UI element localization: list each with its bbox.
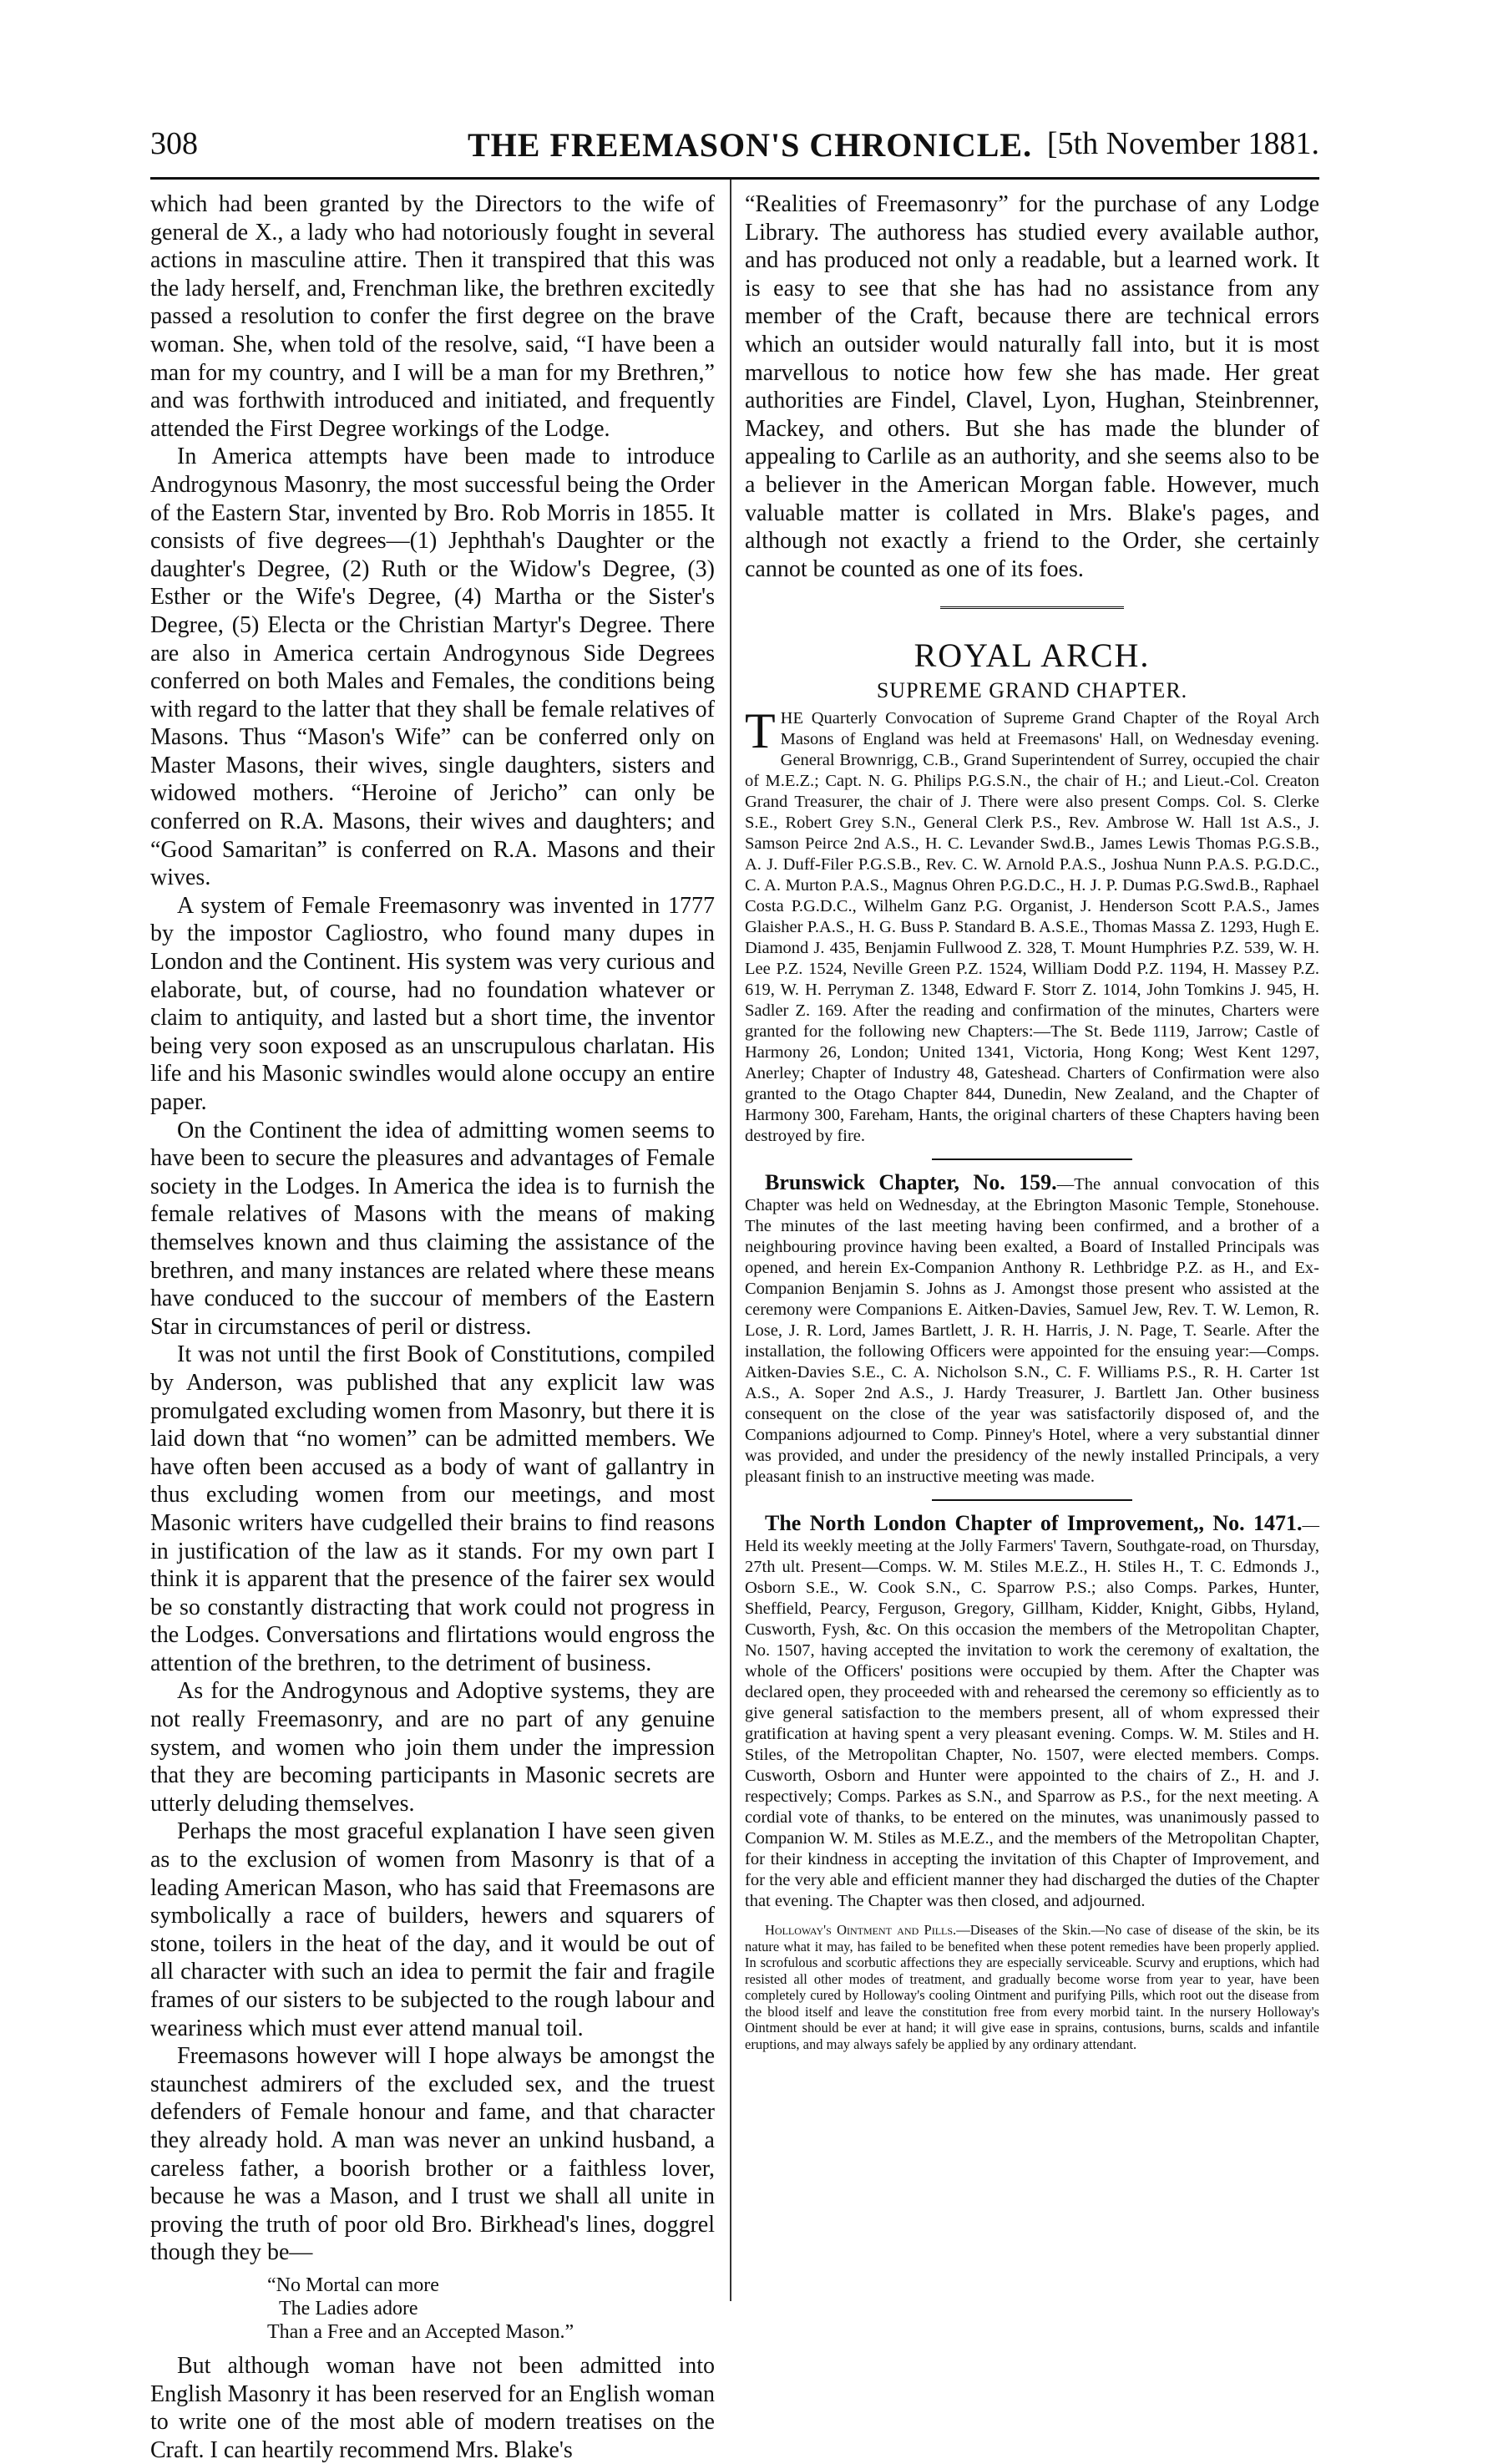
section-divider xyxy=(940,606,1124,612)
brunswick-report xyxy=(745,1172,1319,1488)
report-divider xyxy=(932,1499,1132,1501)
article-paragraph: which had been granted by the Directors to the wife of general de X., a lady who had notoriously fought in several actions in masculine attire. Then it transpired that this was the lady herself, and, Frenchman like, the brethren excitedly passed a resolution to confer the first degree on the brave woman. She, when told of the resolve, said, “I have been a man for my country, and I will be a man for my Brethren,” and was forthwith introduced and initiated, and frequently attended the First Degree workings of the Lodge. xyxy=(150,191,715,442)
poem-quote xyxy=(267,2274,715,2344)
section-subtitle: SUPREME GRAND CHAPTER. xyxy=(876,678,1188,703)
section-title: ROYAL ARCH. xyxy=(914,636,1151,675)
review-paragraph: “Realities of Freemasonry” for the purchase of any Lodge Library. The authoress has studied every available author, and has produced not only a readable, but a learned work. It is easy to see that she has had no assistance from any member of the Craft, because there are technical errors which an outsider would naturally fall into, but it is most marvellous to notice how few she has made. Her great authorities are Findel, Clavel, Lyon, Hughan, Steinbrenner, Mackey, and others. But she has made the blunder of appealing to Carlile as an authority, and she seems also to be a believer in the American Morgan fable. However, much valuable matter is collated in Mrs. Blake's pages, and although not exactly a friend to the Order, she certainly cannot be counted as one of its foes. xyxy=(745,191,1319,582)
left-column xyxy=(150,190,715,2463)
report-divider xyxy=(932,1158,1132,1160)
holloway-advertisement xyxy=(745,1922,1319,2052)
chapter-text: —The annual convocation of this Chapter was held on Wednesday, at the Ebrington Masonic Temple, Stonehouse. The minutes of the last meeting having been confirmed, and a brother of a neighbouring province having been exalted, a Board of Installed Principals was opened, and herein Ex-Companion Anthony R. Lethbridge P.Z. as H., and Ex-Companion Benjamin S. Johns as J. Amongst those present who assisted at the ceremony were Companions E. Aitken-Davies, Samuel Jew, Rev. T. W. Lemon, R. Lose, J. R. Lord, James Bartlett, J. R. H. Harris, J. N. Page, T. Searle. After the installation, the following Officers were appointed for the ensuing year:—Comps. Aitken-Davies S.E., C. A. Nicholson S.N., C. F. Williams P.S., R. H. Carter 1st A.S., A. Soper 2nd A.S., J. Hardy Treasurer, J. Bartlett Jan. Other business consequent on the close of the year was satisfactorily disposed of, and the Companions adjourned to Comp. Pinney's Hotel, where a very substantial dinner was provided, and under the presidency of the newly installed Principals, a very pleasant finish to an instructive meeting was made. xyxy=(745,1175,1319,1487)
chapter-text: —Held its weekly meeting at the Jolly Farmers' Tavern, Southgate-road, on Thursday, 27th ult. Present—Comps. W. M. Stiles M.E.Z., H. Stiles H., T. C. Edmonds J., Osborn S.E., W. Cook S.N., C. Sparrow P.S.; also Comps. Parkes, Hunter, Sheffield, Pearcy, Ferguson, Gregory, Gillham, Kidder, Knight, Gibbs, Hyland, Cusworth, Fysh, &c. On this occasion the members of the Metropolitan Chapter, No. 1507, having accepted the invitation to work the ceremony of exaltation, the whole of the Officers' positions were occupied by them. After the Chapter was declared open, they proceeded with and rehearsed the ceremony so efficiently as to give general satisfaction to the members present, all of whom expressed their gratification at having spent a very pleasant evening. Comps. W. M. Stiles and H. Stiles, of the Metropolitan Chapter, No. 1507, were elected members. Comps. Cusworth, Osborn and Hunter were appointed to the chairs of Z., H. and J. respectively; Comps. Parkes as S.N., and Sparrow as P.S., for the next meeting. A cordial vote of thanks, to be entered on the minutes, was unanimously passed to Companion W. M. Stiles as M.E.Z., and the members of the Metropolitan Chapter, for their kindness in accepting the invitation of this Chapter of Improvement, and for the very able and efficient manner they had discharged the duties of the Chapter that evening. The Chapter was then closed, and adjourned. xyxy=(745,1516,1319,1911)
issue-date: [5th November 1881. xyxy=(1046,126,1319,161)
article-paragraph: But although woman have not been admitted into English Masonry it has been reserved for an English woman to write one of the most able of modern treatises on the Craft. I can heartily recommend Mrs. Blake's xyxy=(150,2352,715,2463)
chapter-heading: Brunswick Chapter, No. 159. xyxy=(765,1170,1057,1195)
column-rule xyxy=(730,180,731,2301)
article-paragraph: It was not until the first Book of Constitutions, compiled by Anderson, was published that any explicit law was promulgated excluding women from Masonry, but there it is laid down that “no women” can be admitted members. We have often been accused as a body of want of gallantry in thus excluding women from our meetings, and most Masonic writers have cudgelled their brains to find reasons in justification of the law as it stands. For my own part I think it is apparent that the presence of the fairer sex would be so constantly distracting that work could not progress in the Lodges. Conversations and flirtations would engross the attention of the brethren, to the detriment of business. xyxy=(150,1341,715,1676)
article-paragraph: A system of Female Freemasonry was invented in 1777 by the impostor Cagliostro, who found many dupes in London and the Continent. His system was very curious and elaborate, but, of course, had no foundation whatever or claim to antiquity, and lasted but a short time, the inventor being very soon exposed as an unscrupulous charlatan. His life and his Masonic swindles would alone occupy an entire paper. xyxy=(150,892,715,1115)
chapter-heading: The North London Chapter of Improvement,, No. 1471. xyxy=(765,1511,1303,1536)
article-paragraph: Perhaps the most graceful explanation I have seen given as to the exclusion of women from Masonry is that of a leading American Mason, who has said that Freemasons are symbolically a race of builders, hewers and squarers of stone, toilers in the heat of the day, and it would be out of all character with such an idea to permit the fair and fragile frames of our sisters to be subjected to the rough labour and weariness which must ever attend manual toil. xyxy=(150,1818,715,2041)
right-column xyxy=(745,190,1319,2295)
article-paragraph: On the Continent the idea of admitting women seems to have been to secure the pleasures and advantages of Female society in the Lodges. In America the idea is to furnish the female relatives of Masons with the means of making themselves known and thus claiming the assistance of the brethren, and many instances are related where these means have conduced to the succour of members of the Eastern Star in circumstances of peril or distress. xyxy=(150,1117,715,1340)
article-paragraph: In America attempts have been made to introduce Androgynous Masonry, the most successful being the Order of the Eastern Star, invented by Bro. Rob Morris in 1855. It consists of five degrees—(1) Jephthah's Daughter or the daughter's Degree, (2) Ruth or the Widow's Degree, (3) Esther or the Wife's Degree, (4) Martha or the Sister's Degree, (5) Electa or the Christian Martyr's Degree. There are also in America certain Androgynous Side Degrees conferred on both Males and Females, the conditions being with regard to the latter that they shall be female relatives of Masons. Thus “Mason's Wife” can be conferred only on Master Masons, their wives, single daughters, sisters and widowed mothers. “Heroine of Jericho” can only be conferred on R.A. Masons, their wives and daughters; and “Good Samaritan” is conferred on R.A. Masons and their wives. xyxy=(150,444,715,891)
north-london-report xyxy=(745,1513,1319,1912)
article-paragraph: As for the Androgynous and Adoptive systems, they are not really Freemasonry, and are no part of any genuine system, and women who join them under the impression that they are becoming participants in Masonic secrets are utterly deluding themselves. xyxy=(150,1678,715,1817)
article-paragraph: Freemasons however will I hope always be amongst the staunchest admirers of the excluded sex, and the truest defenders of Female honour and fame, and that character they already hold. A man was never an unkind husband, a careless father, a boorish brother or a faithless lover, because he was a Mason, and I trust we shall all unite in proving the truth of poor old Bro. Birkhead's lines, doggrel though they be— xyxy=(150,2043,715,2266)
poem-line: Than a Free and an Accepted Mason.” xyxy=(267,2320,574,2343)
page-header xyxy=(150,125,1319,175)
advert-title: Holloway's Ointment and Pills. xyxy=(765,1922,957,1939)
header-rule xyxy=(150,177,1319,180)
poem-line: The Ladies adore xyxy=(279,2297,418,2320)
sgc-report xyxy=(745,703,1319,1147)
poem-line: “No Mortal can more xyxy=(267,2274,439,2296)
page-number: 308 xyxy=(150,126,198,161)
advert-text: —Diseases of the Skin.—No case of disease of the skin, be its nature what it may, has failed to be benefited when these potent remedies have been properly applied. In scrofulous and scorbutic affections they are especially serviceable. Scurvy and eruptions, which had resisted all other modes of treatment, and gradually become worse from year to year, have been completely cured by Holloway's cooling Ointment and purifying Pills, which root out the disease from the blood itself and leave the constitution free from every morbid taint. In the nursery Holloway's Ointment should be ever at hand; it will give ease in sprains, contusions, burns, scalds and infantile eruptions, and may always safely be applied by any ordinary attendant. xyxy=(745,1922,1319,2052)
masthead-title: THE FREEMASON'S CHRONICLE. xyxy=(468,126,1033,164)
drop-cap: T xyxy=(745,703,776,759)
sgc-text: HE Quarterly Convocation of Supreme Grand Chapter of the Royal Arch Masons of England was held at Freemasons' Hall, on Wednesday evening. General Brownrigg, C.B., Grand Superintendent of Surrey, occupied the chair of M.E.Z.; Capt. N. G. Philips P.G.S.N., the chair of H.; and Lieut.-Col. Creaton Grand Treasurer, the chair of J. There were also present Comps. Col. S. Clerke S.E., Robert Grey S.N., General Clerk P.S., Rev. Ambrose W. Hall 1st A.S., J. Samson Peirce 2nd A.S., H. C. Levander Swd.B., James Lewis Thomas P.G.S.B., A. J. Duff-Filer P.G.S.B., Rev. C. W. Arnold P.A.S., Joshua Nunn P.A.S. P.G.D.C., C. A. Murton P.A.S., Magnus Ohren P.G.D.C., H. J. P. Dumas P.G.Swd.B., Raphael Costa P.G.D.C., Wilhelm Ganz P.G. Organist, J. Henderson Scott P.A.S., James Glaisher P.A.S., H. G. Buss P. Standard B. A.S.E., Thomas Massa Z. 1293, Hugh E. Diamond J. 435, Benjamin Fullwood Z. 328, T. Mount Humphries P.Z. 539, W. H. Lee P.Z. 1524, Neville Green P.Z. 1524, William Dodd P.Z. 1194, H. Massey P.Z. 619, W. H. Perryman Z. 1348, Edward F. Storr Z. 1014, John Tomkins J. 945, H. Sadler Z. 169. After the reading and confirmation of the minutes, Charters were granted for the following new Chapters:—The St. Bede 1119, Jarrow; Castle of Harmony 26, London; United 1341, Victoria, Hong Kong; West Kent 1297, Anerley; Chapter of Industry 48, Gateshead. Charters of Confirmation were also granted to the Otago Chapter 844, Dunedin, New Zealand, and the Chapter of Harmony 300, Fareham, Hants, the original charters of these Chapters having been destroyed by fire. xyxy=(745,709,1319,1146)
